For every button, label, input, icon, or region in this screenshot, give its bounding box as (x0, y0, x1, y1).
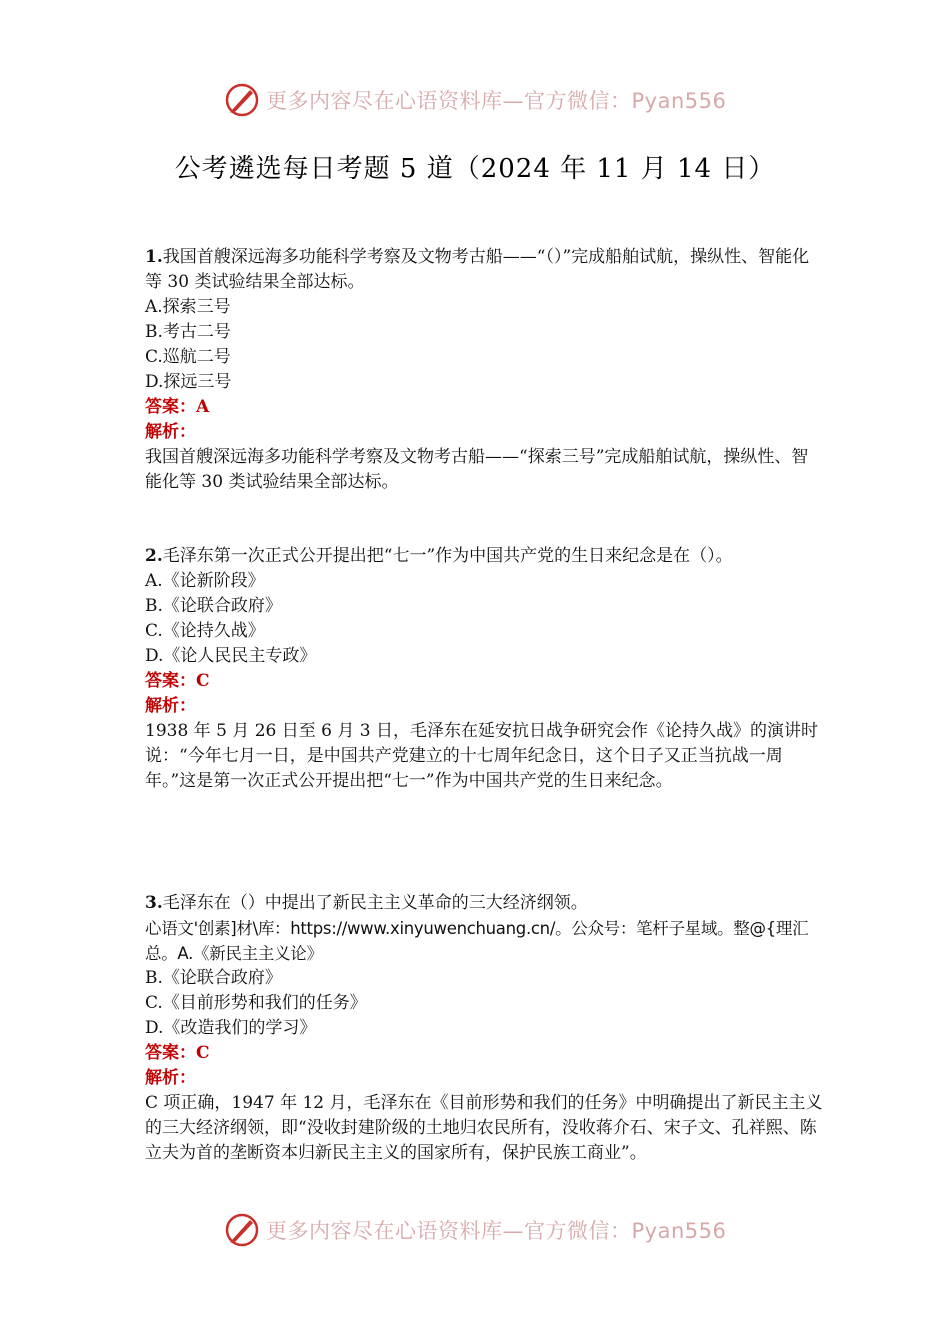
header-watermark (224, 80, 726, 120)
analysis-label: 解析： (145, 1068, 196, 1088)
source-note: 心语文'创素]材\库：https://www.xinyuwenchuang.cn/。公众号：笔杆子星域。整@{理汇总。A.《新民主主义论》 (145, 919, 809, 963)
answer-label: 答案：C (145, 1043, 210, 1063)
option-c: C.《目前形势和我们的任务》 (145, 993, 367, 1013)
page-title: 公考遴选每日考题 5 道（2024 年 11 月 14 日） (174, 154, 776, 184)
option-d: D.探远三号 (145, 372, 232, 392)
option-c: C.巡航二号 (145, 347, 231, 367)
question-stem (145, 891, 825, 916)
option-b: B.考古二号 (145, 322, 231, 342)
analysis-text: 我国首艘深远海多功能科学考察及文物考古船——“探索三号”完成船舶试航，操纵性、智能化等 30 类试验结果全部达标。 (145, 447, 809, 492)
option-b: B.《论联合政府》 (145, 968, 282, 988)
footer-watermark (224, 1210, 726, 1250)
question-3 (145, 891, 825, 1166)
question-text: 毛泽东在（）中提出了新民主主义革命的三大经济纲领。 (162, 893, 588, 913)
analysis-text: 1938 年 5 月 26 日至 6 月 3 日，毛泽东在延安抗日战争研究会作《论持久战》的演讲时说：“今年七月一日，是中国共产党建立的十七周年纪念日，这个日子又正当抗战一周年。”这是第一次正式公开提出把“七一”作为中国共产党的生日来纪念。 (145, 721, 818, 791)
question-2 (145, 544, 825, 794)
pen-logo-icon (224, 1212, 260, 1248)
option-c: C.《论持久战》 (145, 621, 265, 641)
analysis-label: 解析： (145, 422, 196, 442)
question-number: 3. (145, 893, 163, 913)
question-number: 2. (145, 546, 163, 566)
answer-label: 答案：C (145, 671, 210, 691)
pen-logo-icon (224, 82, 260, 118)
option-a: A.探索三号 (145, 297, 231, 317)
question-1 (145, 245, 825, 495)
option-d: D.《改造我们的学习》 (145, 1018, 317, 1038)
analysis-label: 解析： (145, 696, 196, 716)
question-stem (145, 544, 825, 569)
header-watermark-text: 更多内容尽在心语资料库—官方微信：Pyan556 (266, 89, 727, 113)
question-text: 我国首艘深远海多功能科学考察及文物考古船——“（）”完成船舶试航，操纵性、智能化等 30 类试验结果全部达标。 (145, 247, 810, 292)
option-b: B.《论联合政府》 (145, 596, 282, 616)
analysis-text: C 项正确，1947 年 12 月，毛泽东在《目前形势和我们的任务》中明确提出了新民主主义的三大经济纲领，即“没收封建阶级的土地归农民所有，没收蒋介石、宋子文、孔祥熙、陈立夫为首的垄断资本归新民主主义的国家所有，保护民族工商业”。 (145, 1093, 823, 1163)
answer-label: 答案：A (145, 397, 210, 417)
question-number: 1. (145, 247, 163, 267)
question-text: 毛泽东第一次正式公开提出把“七一”作为中国共产党的生日来纪念是在（）。 (162, 546, 733, 566)
option-a: A.《论新阶段》 (145, 571, 265, 591)
question-stem (145, 245, 825, 295)
option-d: D.《论人民民主专政》 (145, 646, 317, 666)
footer-watermark-text: 更多内容尽在心语资料库—官方微信：Pyan556 (266, 1219, 727, 1243)
